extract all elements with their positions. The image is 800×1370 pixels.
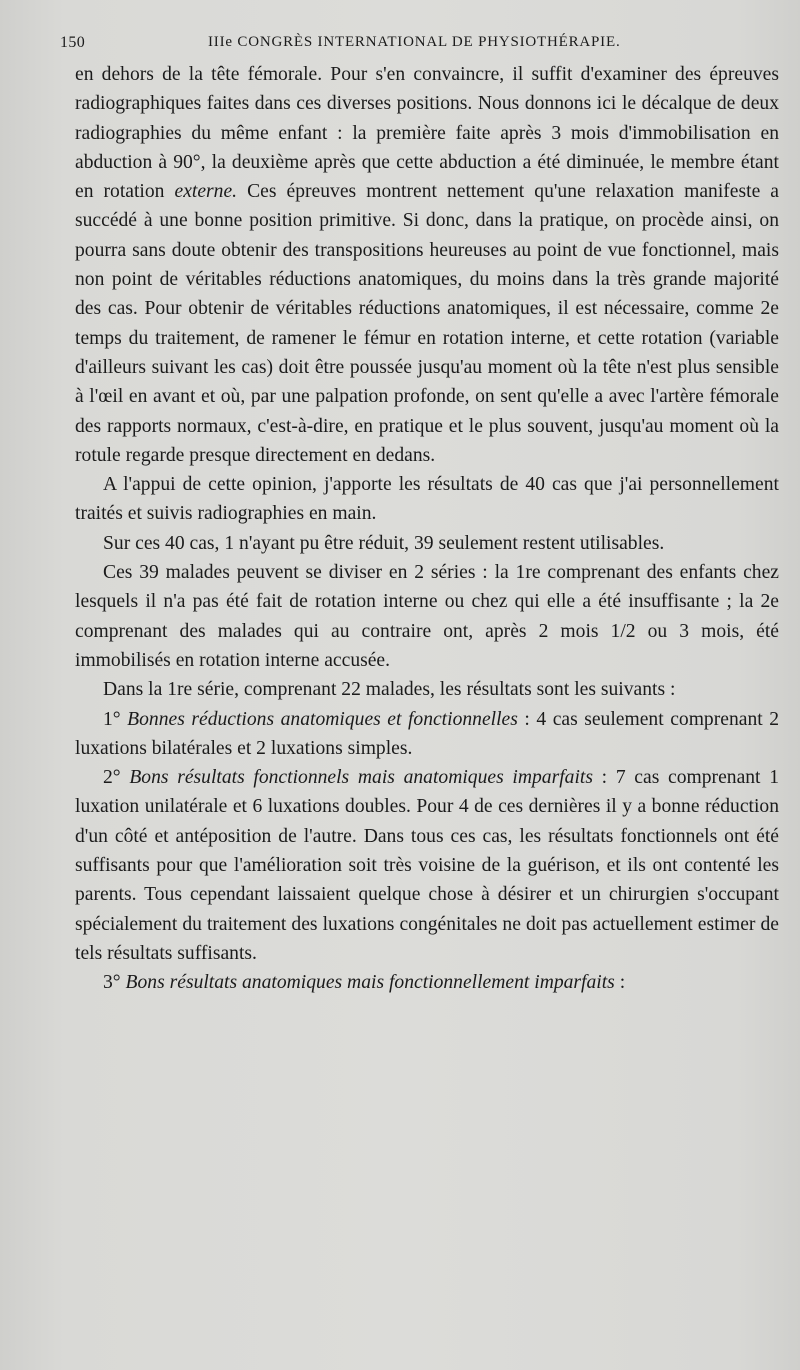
item-2-number: 2° [103,767,130,789]
paragraph-1 [75,60,779,470]
paragraph-1-emphasis: externe. [174,181,238,203]
paragraph-6 [75,705,779,764]
item-1-text: : 4 cas seulement comprenant 2 luxations bilatérales et 2 luxations simples. [75,708,780,759]
item-2-text: : 7 cas comprenant 1 luxation unilatérale et 6 luxations doubles. Pour 4 de ces dernières il y a bonne réduction d'un côté et antéposition de l'autre. Dans tous ces cas, les résultats fonctionnels ont été suffisants pour que l'amélioration soit très voisine de la guérison, et ils ont contenté les parents. Tous cependant laissaient quelque chose à désirer et un chirurgien s'occupant spécialement du traitement des luxations congénitales ne doit pas actuellement estimer de tels résultats suffisants. [75,767,779,964]
paragraph-2: A l'appui de cette opinion, j'apporte les résultats de 40 cas que j'ai personnellement traités et suivis radiographies en main. [75,474,779,525]
paragraph-4: Ces 39 malades peuvent se diviser en 2 séries : la 1re comprenant des enfants chez lesquels il n'a pas été fait de rotation interne ou chez qui elle a été insuffisante ; la 2e comprenant des malades qui au contraire ont, après 2 mois 1/2 ou 3 mois, été immobilisés en rotation interne accusée. [75,562,779,671]
item-3-text: : [614,972,626,994]
item-1-title: Bonnes réductions anatomiques et fonctionnelles [127,708,518,730]
running-title: IIIe CONGRÈS INTERNATIONAL DE PHYSIOTHÉRAPIE. [208,34,621,50]
item-2-title: Bons résultats fonctionnels mais anatomiques imparfaits [129,767,593,789]
paragraph-1-start: en dehors de la tête fémorale. Pour s'en convaincre, il suffit d'examiner des épreuves radiographiques faites dans ces diverses positions. Nous donnons ici le décalque de deux radiographies du même enfant : la première faite après 3 mois d'immobilisation en abduction à 90°, la deuxième après que cette abduction a été diminuée, le membre étant en rotation [75,64,779,203]
paragraph-5: Dans la 1re série, comprenant 22 malades, les résultats sont les suivants : [103,679,676,701]
paragraph-1-end: Ces épreuves montrent nettement qu'une relaxation manifeste a succédé à une bonne position primitive. Si donc, dans la pratique, on procède ainsi, on pourra sans doute obtenir des transpositions heureuses au point de vue fonctionnel, mais non point de véritables réductions anatomiques, du moins dans la très grande majorité des cas. Pour obtenir de véritables réductions anatomiques, il est nécessaire, comme 2e temps du traitement, de ramener le fémur en rotation interne, et cette rotation (variable d'ailleurs suivant les cas) doit être poussée jusqu'au moment où la tête n'est plus sensible à l'œil en avant et où, par une palpation profonde, on sent qu'elle a avec l'artère fémorale des rapports normaux, c'est-à-dire, en pratique et le plus souvent, jusqu'au moment où la rotule regarde presque directement en dedans. [75,181,779,466]
paragraph-8 [75,968,779,997]
page-header [60,34,778,58]
item-3-number: 3° [103,972,126,994]
paragraph-3: Sur ces 40 cas, 1 n'ayant pu être réduit, 39 seulement restent utilisables. [103,532,665,554]
item-3-title: Bons résultats anatomiques mais fonctionnellement imparfaits [125,972,615,994]
body-text [75,60,779,998]
paragraph-7 [75,763,779,968]
page-number: 150 [60,34,86,51]
item-1-number: 1° [103,708,128,730]
